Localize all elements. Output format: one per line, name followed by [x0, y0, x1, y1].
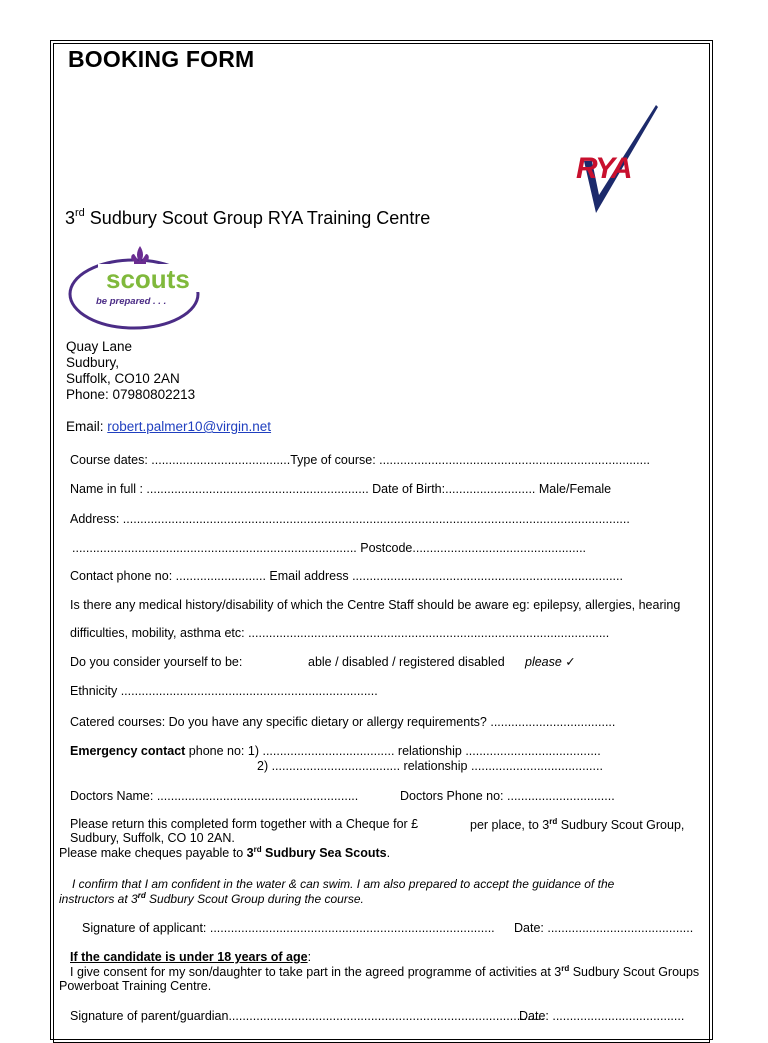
applicant-signature-field[interactable]: Signature of applicant: ..................................................................................	[82, 921, 495, 935]
consent-line-2: Powerboat Training Centre.	[59, 979, 212, 993]
medical-answer-field[interactable]: difficulties, mobility, asthma etc: ........................................................................................................	[70, 626, 610, 640]
centre-name: 3rd Sudbury Scout Group RYA Training Centre	[65, 207, 431, 228]
address-line-3: Suffolk, CO10 2AN	[66, 371, 180, 386]
address-line-2: Sudbury,	[66, 355, 120, 370]
address-line-1: Quay Lane	[66, 339, 133, 354]
medical-question: Is there any medical history/disability of which the Centre Staff should be aware eg: epilepsy, allergies, hearing	[70, 598, 681, 612]
scouts-logo-text: scouts	[106, 264, 190, 294]
return-instructions-1a: Please return this completed form together with a Cheque for £	[70, 817, 419, 831]
return-instructions-1b: per place, to 3rd Sudbury Scout Group,	[470, 817, 685, 832]
confirmation-line-2: instructors at 3rd Sudbury Scout Group during the course.	[59, 891, 364, 906]
confirmation-line-1: I confirm that I am confident in the water & can swim. I am also prepared to accept the guidance of the	[72, 877, 615, 891]
cheque-payee: Please make cheques payable to 3rd Sudbury Sea Scouts.	[59, 845, 391, 860]
address-postcode-field[interactable]: .................................................................................. Postcode..................................................	[72, 541, 587, 555]
parent-signature-field[interactable]: Signature of parent/guardian...........................................................................................	[70, 1009, 545, 1023]
under-18-heading: If the candidate is under 18 years of age:	[70, 950, 312, 964]
disability-options[interactable]: able / disabled / registered disabled	[308, 655, 505, 669]
return-instructions-2: Sudbury, Suffolk, CO 10 2AN.	[70, 831, 235, 845]
applicant-date-field[interactable]: Date: ..........................................	[514, 921, 694, 935]
emergency-contact-line-1[interactable]: Emergency contact phone no: 1) ...................................... relationship .......................................	[70, 744, 601, 758]
address-field[interactable]: Address: ..................................................................................................................................................	[70, 512, 630, 526]
course-dates-field[interactable]: Course dates: ........................................Type of course: ..............................................................................	[70, 453, 651, 467]
rya-logo-text: RYA	[576, 152, 631, 185]
emergency-contact-line-2[interactable]: 2) ..................................... relationship ......................................	[257, 759, 603, 773]
consent-line-1: I give consent for my son/daughter to take part in the agreed programme of activities at 3rd Sudbury Scout Groups	[70, 964, 700, 979]
scouts-logo-tagline: be prepared . . .	[96, 296, 167, 307]
scouts-logo	[68, 244, 208, 330]
name-dob-field[interactable]: Name in full : ................................................................ Date of Birth:.......................... Male/Female	[70, 482, 612, 496]
ethnicity-field[interactable]: Ethnicity ..........................................................................	[70, 684, 378, 698]
phone-line: Phone: 07980802213	[66, 387, 196, 402]
please-tick-label: please ✓	[525, 655, 576, 669]
catered-field[interactable]: Catered courses: Do you have any specific dietary or allergy requirements? ....................................	[70, 715, 616, 729]
contact-email-field[interactable]: Contact phone no: .......................... Email address ..............................................................................	[70, 569, 623, 583]
rya-logo	[572, 103, 664, 215]
fleur-de-lis-icon	[131, 246, 149, 264]
form-title: BOOKING FORM	[68, 46, 255, 72]
doctors-name-field[interactable]: Doctors Name: ..........................................................	[70, 789, 359, 803]
email-line: Email: robert.palmer10@virgin.net	[66, 419, 272, 434]
consider-label: Do you consider yourself to be:	[70, 655, 243, 669]
email-link[interactable]: robert.palmer10@virgin.net	[107, 419, 272, 434]
parent-date-field[interactable]: Date: ......................................	[519, 1009, 685, 1023]
doctors-phone-field[interactable]: Doctors Phone no: ...............................	[400, 789, 615, 803]
